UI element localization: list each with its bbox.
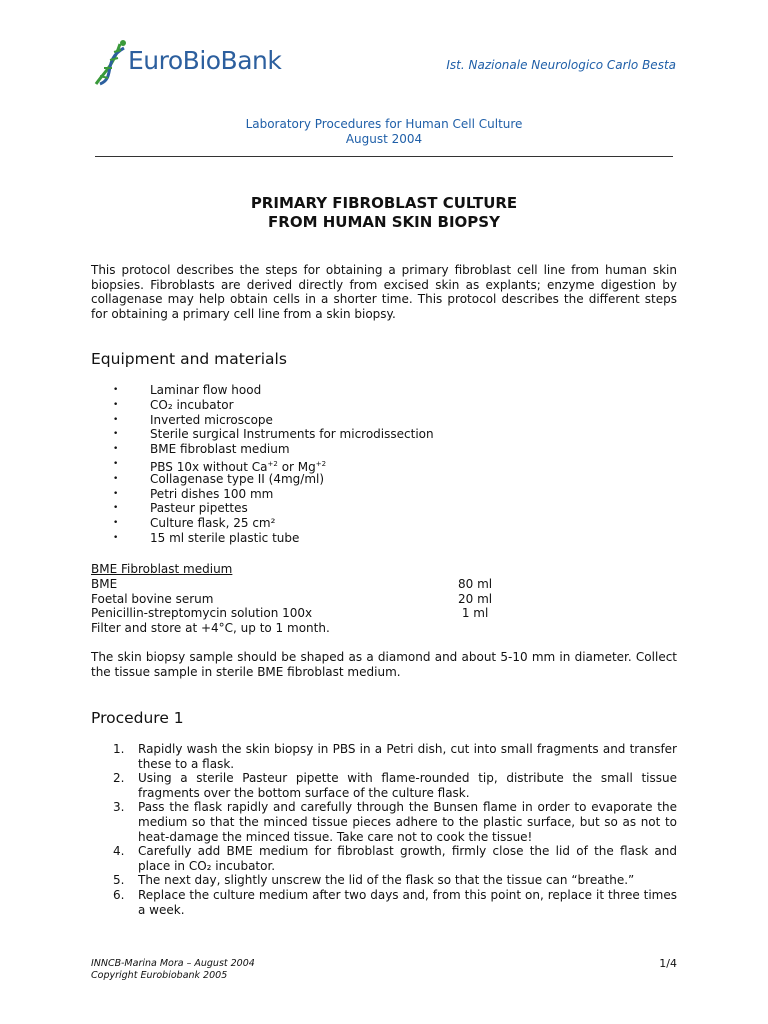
ca-charge: +2 — [267, 459, 278, 468]
page-number: 1/4 — [659, 957, 677, 970]
list-item: • Pasteur pipettes — [91, 501, 434, 516]
logo-text: EuroBioBank — [128, 46, 282, 75]
procedure-step — [91, 844, 677, 873]
step-text: The next day, slightly unscrew the lid of the flask so that the tissue can “breathe.” — [138, 873, 635, 888]
equipment-list — [91, 383, 434, 546]
institute-name: Ist. Nazionale Neurologico Carlo Besta — [446, 58, 676, 72]
step-number: 5. — [113, 873, 125, 888]
document-series-title: Laboratory Procedures for Human Cell Culture — [245, 117, 523, 131]
footer-credits — [91, 958, 255, 982]
footer-copyright: Copyright Eurobiobank 2005 — [91, 970, 228, 981]
step-text: Replace the culture medium after two days and, from this point on, replace it three times a week. — [138, 887, 677, 917]
procedure-step — [91, 800, 677, 844]
pbs-label: PBS 10x without Ca — [150, 459, 268, 474]
procedure-steps — [91, 742, 677, 917]
ingredient-volume: 20 ml — [458, 591, 493, 606]
step-number: 3. — [113, 800, 125, 815]
list-item: • Collagenase type II (4mg/ml) — [91, 472, 434, 487]
step-number: 2. — [113, 771, 125, 786]
ingredient-volume: 80 ml — [458, 576, 493, 591]
sample-note: The skin biopsy sample should be shaped as a diamond and about 5-10 mm in diameter. Collect the tissue sample in sterile BME fibroblast medium. — [91, 650, 677, 679]
ingredient-name: Penicillin-streptomycin solution 100x — [91, 606, 313, 621]
recipe-row — [91, 592, 511, 607]
medium-heading: BME Fibroblast medium — [91, 562, 233, 576]
mg-charge: +2 — [315, 459, 327, 468]
list-item — [91, 457, 434, 472]
procedure-heading: Procedure 1 — [91, 709, 184, 727]
step-text: Pass the flask rapidly and carefully through the Bunsen flame in order to evaporate the medium so that the minced tissue pieces adhere to the plastic surface, but so as not to heat-damage the minced tissue. Take care not to cook the tissue! — [138, 800, 677, 844]
recipe-row — [91, 606, 511, 621]
eurobiobank-logo — [90, 38, 290, 88]
step-text: Carefully add BME medium for fibroblast growth, firmly close the lid of the flask and place in CO₂ incubator. — [138, 844, 677, 873]
step-text: Rapidly wash the skin biopsy in PBS in a Petri dish, cut into small fragments and transfer these to a flask. — [138, 742, 677, 771]
procedure-step — [91, 873, 677, 888]
intro-paragraph: This protocol describes the steps for obtaining a primary fibroblast cell line from human skin biopsies. Fibroblasts are derived directly from excised skin as explants; enzyme digestion by collagenase may help obtain cells in a shorter time. This protocol describes the different steps for obtaining a primary cell line from a skin biopsy. — [91, 263, 677, 321]
list-item: • 15 ml sterile plastic tube — [91, 531, 434, 546]
step-number: 6. — [113, 887, 125, 902]
step-text: Using a sterile Pasteur pipette with flame-rounded tip, distribute the small tissue fragments over the bottom surface of the culture flask. — [138, 771, 677, 800]
storage-note: Filter and store at +4°C, up to 1 month. — [91, 621, 330, 636]
recipe-row — [91, 577, 511, 592]
procedure-step — [91, 771, 677, 800]
document-date: August 2004 — [345, 132, 423, 146]
page-title-line2: FROM HUMAN SKIN BIOPSY — [268, 213, 500, 231]
list-item: • BME fibroblast medium — [91, 442, 434, 457]
list-item: • Petri dishes 100 mm — [91, 487, 434, 502]
list-item: • Sterile surgical Instruments for microdissection — [91, 427, 434, 442]
list-item: • CO₂ incubator — [91, 398, 434, 413]
medium-recipe — [91, 562, 511, 636]
ingredient-volume: 1 ml — [458, 606, 489, 621]
procedure-step — [91, 742, 677, 771]
list-item: • Laminar flow hood — [91, 383, 434, 398]
step-number: 1. — [113, 742, 125, 756]
equipment-heading: Equipment and materials — [91, 350, 287, 368]
header-divider — [95, 156, 673, 157]
page-title-line1: PRIMARY FIBROBLAST CULTURE — [250, 194, 518, 212]
pbs-label-mid: or Mg — [277, 459, 316, 474]
list-item: • Inverted microscope — [91, 413, 434, 428]
ingredient-name: Foetal bovine serum — [91, 591, 214, 606]
list-item: • Culture flask, 25 cm² — [91, 516, 434, 531]
procedure-step — [91, 888, 677, 917]
dna-helix-icon — [90, 38, 130, 88]
ingredient-name: BME — [91, 576, 118, 591]
footer-author: INNCB-Marina Mora – August 2004 — [91, 958, 255, 969]
step-number: 4. — [113, 844, 125, 859]
